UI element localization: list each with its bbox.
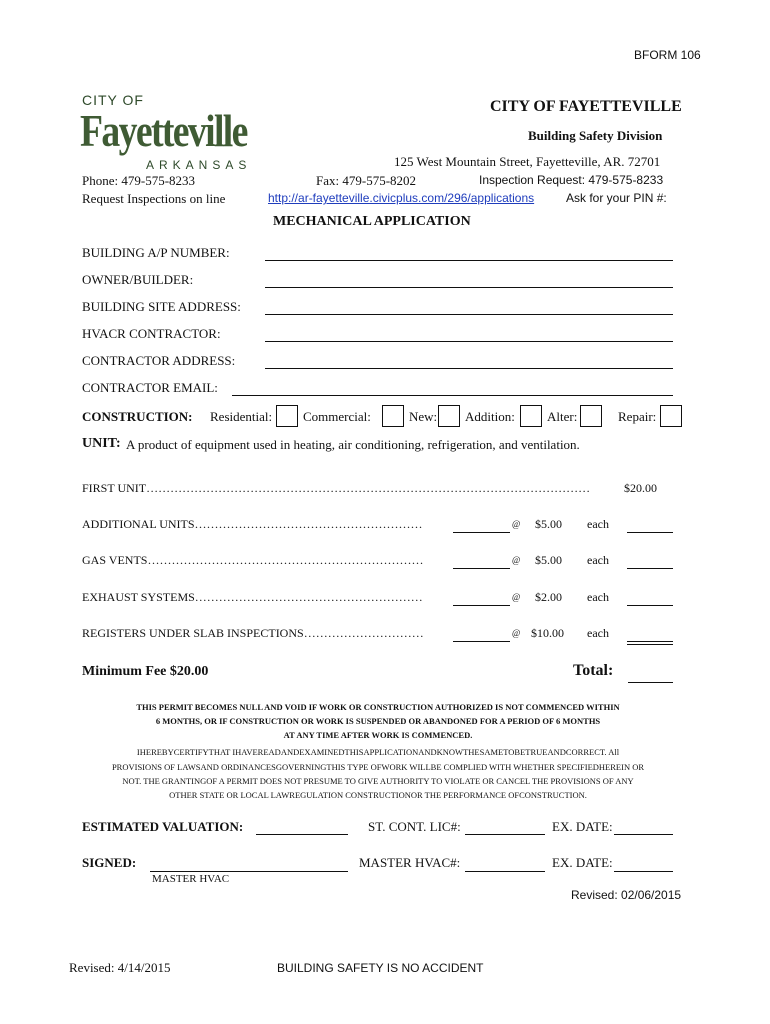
commercial-label: Commercial: [303,409,371,424]
notice-line: AT ANY TIME AFTER WORK IS COMMENCED. [283,730,473,740]
logo-city-of: CITY OF [82,92,144,108]
fee-qty-input[interactable] [453,568,510,569]
residential-checkbox[interactable] [276,405,298,427]
building-ap-input[interactable] [265,260,673,261]
addition-label: Addition: [465,409,515,424]
applications-link[interactable]: http://ar-fayetteville.civicplus.com/296/applications [268,191,535,205]
header-request-online: Request Inspections on line [82,191,226,206]
commercial-checkbox[interactable] [382,405,404,427]
new-checkbox[interactable] [438,405,460,427]
fee-qty-input[interactable] [453,532,510,533]
new-label: New: [409,409,438,424]
minimum-fee: Minimum Fee $20.00 [82,664,209,679]
site-address-input[interactable] [265,314,673,315]
master-hvac-no-label: MASTER HVAC#: [359,855,461,870]
ex-date-label: EX. DATE: [552,819,613,834]
certification-line: NOT. THE GRANTINGOF A PERMIT DOES NOT PRESUME TO GIVE AUTHORITY TO VIOLATE OR CANCEL THE PROVISIONS OF ANY [122,776,634,786]
master-hvac-caption: MASTER HVAC [152,873,230,885]
signed-label: SIGNED: [82,855,137,870]
footer-slogan: BUILDING SAFETY IS NO ACCIDENT [277,961,484,975]
fee-row-label: REGISTERS UNDER SLAB INSPECTIONS………………………… [82,626,424,640]
first-unit-label: FIRST UNIT………………………………………………………………………………………………… [82,481,591,495]
first-unit-price: $20.00 [624,481,657,495]
fee-at: @ [512,628,521,638]
contractor-email-label: CONTRACTOR EMAIL: [82,380,218,395]
signature-input[interactable] [150,871,348,872]
owner-input[interactable] [265,287,673,288]
certification-line: PROVISIONS OF LAWSAND ORDINANCESGOVERNINGTHIS TYPE OFWORK WILLBE COMPLIED WITH WHETHER SPECIFIEDHEREIN OR [111,762,645,772]
header-phone: Phone: 479-575-8233 [82,173,196,188]
master-hvac-no-input[interactable] [465,871,545,872]
header-inspection-request: Inspection Request: 479-575-8233 [479,173,664,187]
contractor-address-input[interactable] [265,368,673,369]
contractor-email-input[interactable] [232,395,673,396]
fee-amount-input[interactable] [627,532,673,533]
fee-at: @ [512,519,521,529]
total-input[interactable] [628,682,673,683]
ex-date-input[interactable] [614,834,673,835]
fee-amount-input[interactable] [627,568,673,569]
fee-at: @ [512,555,521,565]
fee-row-label: EXHAUST SYSTEMS………………………………………………… [82,590,423,604]
repair-label: Repair: [618,409,657,424]
header-address: 125 West Mountain Street, Fayetteville, AR. 72701 [394,154,661,169]
city-logo [80,92,252,172]
fee-qty-input[interactable] [453,605,510,606]
fee-price: $2.00 [535,590,562,604]
fee-row-label: GAS VENTS…………………………………………………………… [82,553,424,567]
building-ap-label: BUILDING A/P NUMBER: [82,245,230,260]
logo-state: ARKANSAS [146,158,252,172]
fee-qty-input[interactable] [453,641,510,642]
fee-price: $5.00 [535,553,562,567]
st-cont-label: ST. CONT. LIC#: [368,819,461,834]
repair-checkbox[interactable] [660,405,682,427]
double-underline [627,644,673,645]
unit-description: A product of equipment used in heating, air conditioning, refrigeration, and ventilation. [126,437,580,452]
contractor-address-label: CONTRACTOR ADDRESS: [82,353,236,368]
hvacr-input[interactable] [265,341,673,342]
construction-label: CONSTRUCTION: [82,409,193,424]
certification-line: IHEREBYCERTIFYTHAT IHAVEREADANDEXAMINEDTHISAPPLICATIONANDKNOWTHESAMETOBETRUEANDCORRECT. All [136,747,620,757]
form-title: MECHANICAL APPLICATION [273,214,471,229]
header-title: CITY OF FAYETTEVILLE [490,98,682,115]
fee-each: each [587,590,609,604]
certification-line: OTHER STATE OR LOCAL LAWREGULATION CONSTRUCTIONOR THE PERFORMANCE OFCONSTRUCTION. [169,790,587,800]
hvacr-label: HVACR CONTRACTOR: [82,326,221,341]
notice-line: 6 MONTHS, OR IF CONSTRUCTION OR WORK IS SUSPENDED OR ABANDONED FOR A PERIOD OF 6 MONTHS [155,716,601,726]
fee-amount-input[interactable] [627,605,673,606]
header-fax: Fax: 479-575-8202 [316,173,417,188]
fee-each: each [587,553,609,567]
fee-amount-input[interactable] [627,641,673,642]
owner-label: OWNER/BUILDER: [82,272,194,287]
alter-label: Alter: [547,409,578,424]
fee-each: each [587,517,609,531]
form-code: BFORM 106 [634,48,701,62]
notice-line: THIS PERMIT BECOMES NULL AND VOID IF WORK OR CONSTRUCTION AUTHORIZED IS NOT COMMENCED WITHIN [136,702,620,712]
ex-date2-input[interactable] [614,871,673,872]
logo-name: Fayetteville [80,105,247,156]
fee-row-label: ADDITIONAL UNITS………………………………………………… [82,517,423,531]
unit-label: UNIT: [82,436,121,451]
st-cont-input[interactable] [465,834,545,835]
fee-each: each [587,626,609,640]
addition-checkbox[interactable] [520,405,542,427]
fee-at: @ [512,592,521,602]
revised-right: Revised: 02/06/2015 [571,888,682,902]
valuation-input[interactable] [256,834,348,835]
total-label: Total: [573,662,614,679]
header-pin: Ask for your PIN #: [566,191,667,205]
header-division: Building Safety Division [528,128,663,143]
revised-left: Revised: 4/14/2015 [69,960,171,975]
fee-price: $10.00 [531,626,564,640]
fee-price: $5.00 [535,517,562,531]
ex-date2-label: EX. DATE: [552,855,613,870]
alter-checkbox[interactable] [580,405,602,427]
residential-label: Residential: [210,409,273,424]
site-address-label: BUILDING SITE ADDRESS: [82,299,241,314]
valuation-label: ESTIMATED VALUATION: [82,819,244,834]
